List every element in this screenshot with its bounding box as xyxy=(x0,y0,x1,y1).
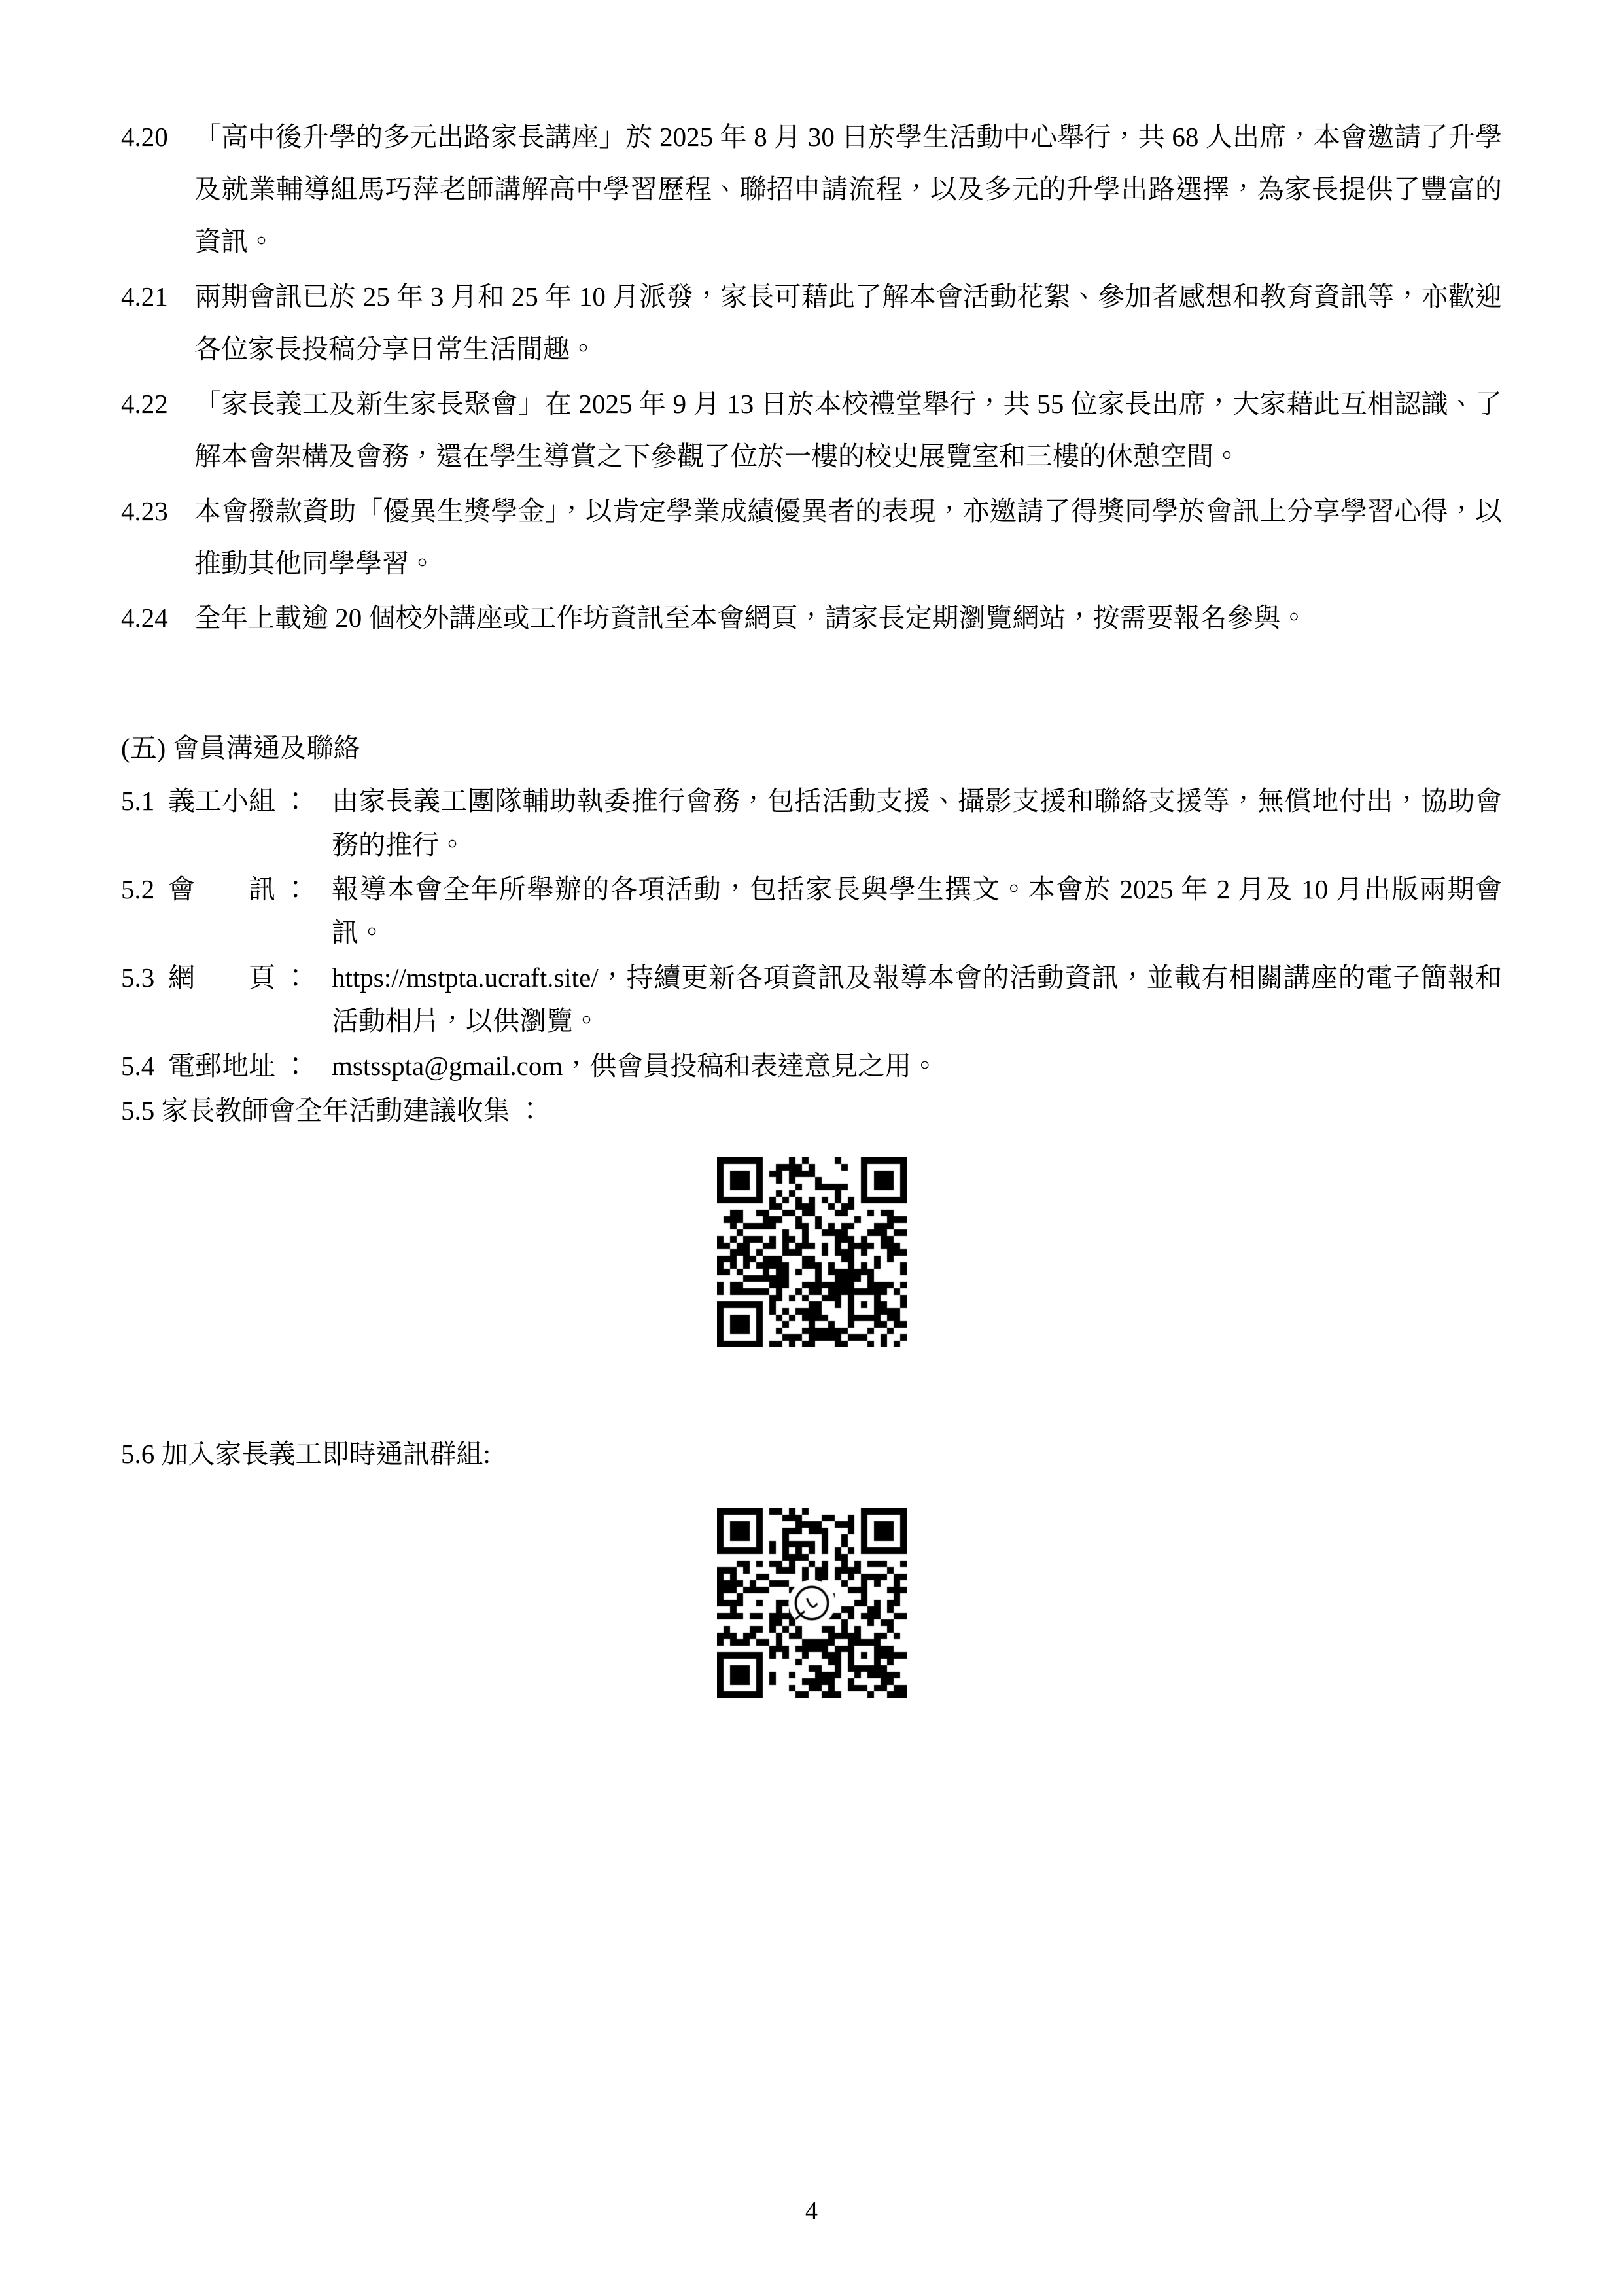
paragraph-text: 兩期會訊已於 25 年 3 月和 25 年 10 月派發，家長可藉此了解本會活動花絮、參加者感想和教育資訊等，亦歡迎各位家長投稿分享日常生活閒趣。 xyxy=(194,281,1502,364)
paragraph-text: 「高中後升學的多元出路家長講座」於 2025 年 8 月 30 日於學生活動中心舉行，共 68 人出席，本會邀請了升學及就業輔導組馬巧萍老師講解高中學習歷程、聯招申請流程，以及多元的升學出路選擇，為家長提供了豐富的資訊。 xyxy=(194,122,1502,256)
paragraph-number: 4.22 xyxy=(121,388,168,419)
row-5-6: 5.6 加入家長義工即時通訊群組: xyxy=(121,1438,491,1469)
paragraph-number: 4.23 xyxy=(121,495,168,526)
qr-block-volunteer-group xyxy=(121,1502,1502,1704)
row-label: 電郵地址 ： xyxy=(168,1050,309,1081)
row-number: 5.4 xyxy=(121,1050,155,1081)
paragraph-4-21 xyxy=(121,271,1502,376)
row-text: 由家長義工團隊輔助執委推行會務，包括活動支援、攝影支援和聯絡支援等，無償地付出，協助會務的推行。 xyxy=(332,786,1502,860)
row-5-1 xyxy=(121,779,1502,866)
email-row-text[interactable]: mstsspta@gmail.com，供會員投稿和表達意見之用。 xyxy=(332,1050,939,1081)
row-number: 5.2 xyxy=(121,874,155,905)
row-5-2 xyxy=(121,868,1502,955)
paragraph-text: 本會撥款資助「優異生獎學金」，以肯定學業成績優異者的表現，亦邀請了得獎同學於會訊上分享學習心得，以推動其他同學學習。 xyxy=(194,495,1502,578)
website-row-text[interactable]: https://mstpta.ucraft.site/，持續更新各項資訊及報導本會的活動資訊，並載有相關講座的電子簡報和活動相片，以供瀏覽。 xyxy=(332,962,1502,1036)
row-5-5: 5.5 家長教師會全年活動建議收集 ： xyxy=(121,1095,544,1126)
paragraph-4-24 xyxy=(121,592,1502,645)
paragraph-text: 「家長義工及新生家長聚會」在 2025 年 9 月 13 日於本校禮堂舉行，共 55 位家長出席，大家藉此互相認識、了解本會架構及會務，還在學生導賞之下參觀了位於一樓的校史展覽室和三樓的休憩空間。 xyxy=(194,388,1502,471)
paragraph-number: 4.20 xyxy=(121,122,168,152)
row-label: 會 訊 ： xyxy=(168,874,309,905)
paragraph-4-20 xyxy=(121,111,1502,268)
page-number: 4 xyxy=(805,2197,818,2225)
row-5-3 xyxy=(121,956,1502,1043)
activity-suggestion-qr-code[interactable] xyxy=(710,1151,913,1354)
row-number: 5.3 xyxy=(121,962,155,993)
row-label: 義工小組 ： xyxy=(168,786,309,817)
row-5-4 xyxy=(121,1044,1502,1087)
qr-block-activity-suggestion xyxy=(121,1151,1502,1354)
section-heading-5: (五) 會員溝通及聯絡 xyxy=(121,733,360,764)
volunteer-group-qr-code[interactable] xyxy=(710,1502,913,1704)
row-number: 5.1 xyxy=(121,786,155,817)
paragraph-number: 4.24 xyxy=(121,603,168,633)
row-text: 報導本會全年所舉辦的各項活動，包括家長與學生撰文。本會於 2025 年 2 月及 10 月出版兩期會訊。 xyxy=(332,874,1502,948)
row-label: 網 頁 ： xyxy=(168,962,309,993)
paragraph-4-22 xyxy=(121,378,1502,483)
paragraph-number: 4.21 xyxy=(121,281,168,311)
paragraph-4-23 xyxy=(121,486,1502,590)
paragraph-text: 全年上載逾 20 個校外講座或工作坊資訊至本會網頁，請家長定期瀏覽網站，按需要報名參與。 xyxy=(194,603,1308,633)
